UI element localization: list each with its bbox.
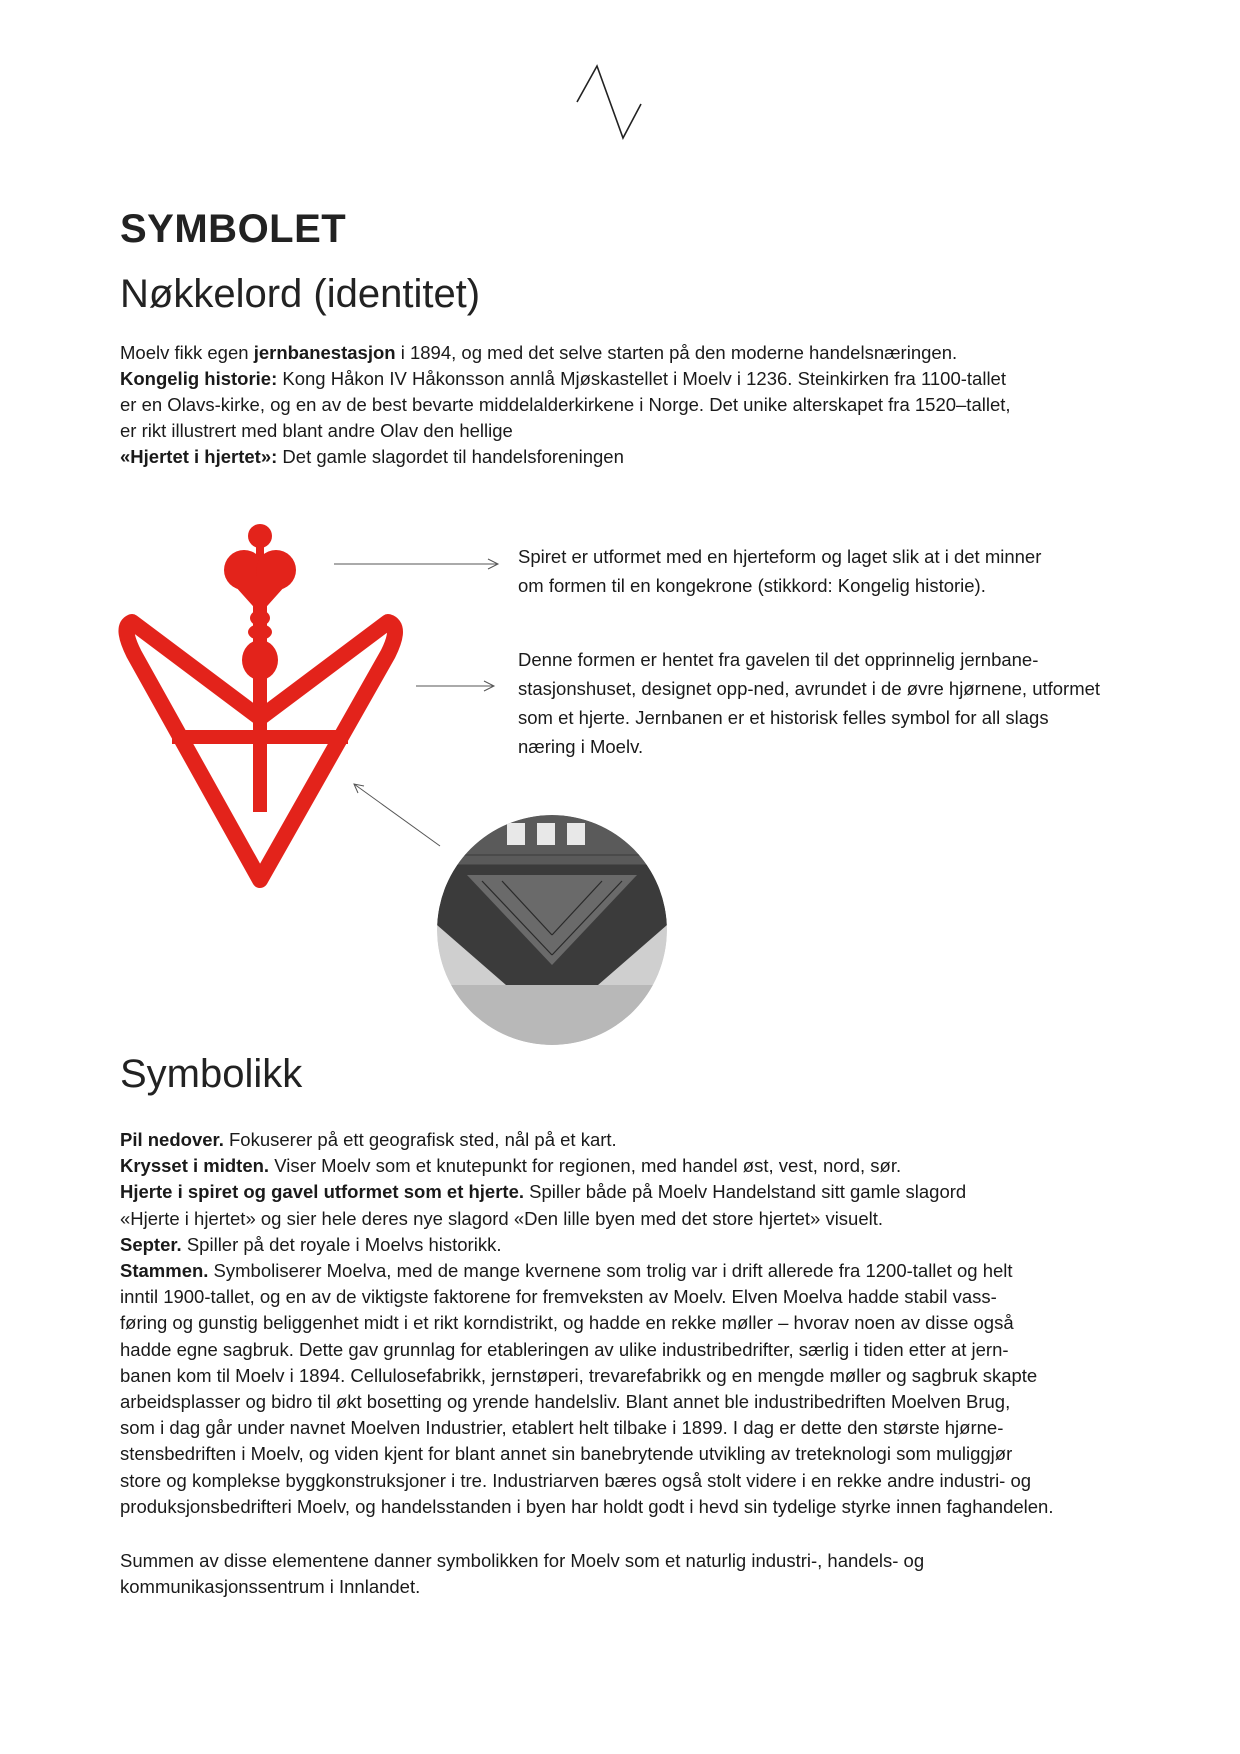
section-heading-symbolikk: Symbolikk: [120, 1052, 303, 1096]
intro-text: Moelv fikk egen jernbanestasjon i 1894, og med det selve starten på den moderne handelsnæringen. Kongelig historie: Kong Håkon IV Håkonsson annlå Mjøskastellet i Moelv i 1236. Steinkirken fra 1100-tallet er en Olavs-kirke, og en av de best bevarte middelalderkirkene i Norge. Det unike alterskapet fra 1520–tallet, er rikt illustrert med blant andre Olav den hellige «Hjertet i hjertet»: Det gamle slagordet til handelsforeningen: [120, 342, 1011, 467]
summary-text: Summen av disse elementene danner symbolikken for Moelv som et naturlig industri-, handels- og kommunikasjonssentrum i Innlandet.: [120, 1550, 925, 1598]
lightning-stroke-icon: [575, 64, 643, 142]
section-heading-keywords: Nøkkelord (identitet): [120, 272, 481, 316]
annotation-gable: Denne formen er hentet fra gavelen til det opprinnelig jernbane- stasjonshuset, designet opp-ned, avrundet i de øvre hjørnene, utformet som et hjerte. Jernbanen er et historisk felles symbol for all slags næring i Moelv.: [518, 649, 1101, 757]
page-title: SYMBOLET: [120, 207, 347, 251]
symbolikk-text: Pil nedover. Fokuserer på ett geografisk sted, nål på et kart. Krysset i midten. Viser Moelv som et knutepunkt for regionen, med handel øst, vest, nord, sør. Hjerte i spiret og gavel utformet som et hjerte. Spiller både på Moelv Handelstand sitt gamle slagord «Hjerte i hjertet» og sier hele deres nye slagord «Den lille byen med det store hjertet» visuelt. Septer. Spiller på det royale i Moelvs historikk. Stammen. Symboliserer Moelva, med de mange kvernene som trolig var i drift allerede fra 1200-tallet og helt inntil 1900-tallet, og en av de viktigste faktorene for fremveksten av Moelv. Elven Moelva hadde stabil vass- føring og gunstig beliggenhet midt i et rikt korndistrikt, og hadde en rekke møller – hvorav noen av disse også hadde egne sagbruk. Dette gav grunnlag for etableringen av ulike industribedrifter, særlig i tiden etter at jern- banen kom til Moelv i 1894. Cellulosefabrikk, jernstøperi, trevarefabrikk og en mengde møller og sagbruk skapte arbeidsplasser og bidro til økt bosetting og yrende handelsliv. Blant annet ble industribedriften Moelven Brug, som i dag går under navnet Moelven Industrier, etablert helt tilbake i 1899. I dag er dette den største hjørne- stensbedriften i Moelv, og viden kjent for blant annet sin banebrytende utvikling av treteknologi som muliggjør store og komplekse byggkonstruksjoner i tre. Industriarven bæres også stolt videre i en rekke andre industri- og produksjonsbedrifteri Moelv, og handelsstanden i byen har holdt godt i hevd sin tydelige styrke innen faghandelen.: [120, 1129, 1054, 1517]
annotation-spire: Spiret er utformet med en hjerteform og laget slik at i det minner om formen til en kongekrone (stikkord: Kongelig historie).: [518, 546, 1042, 596]
moelv-symbol-logo: [112, 522, 412, 892]
gable-photo: [437, 815, 667, 1045]
